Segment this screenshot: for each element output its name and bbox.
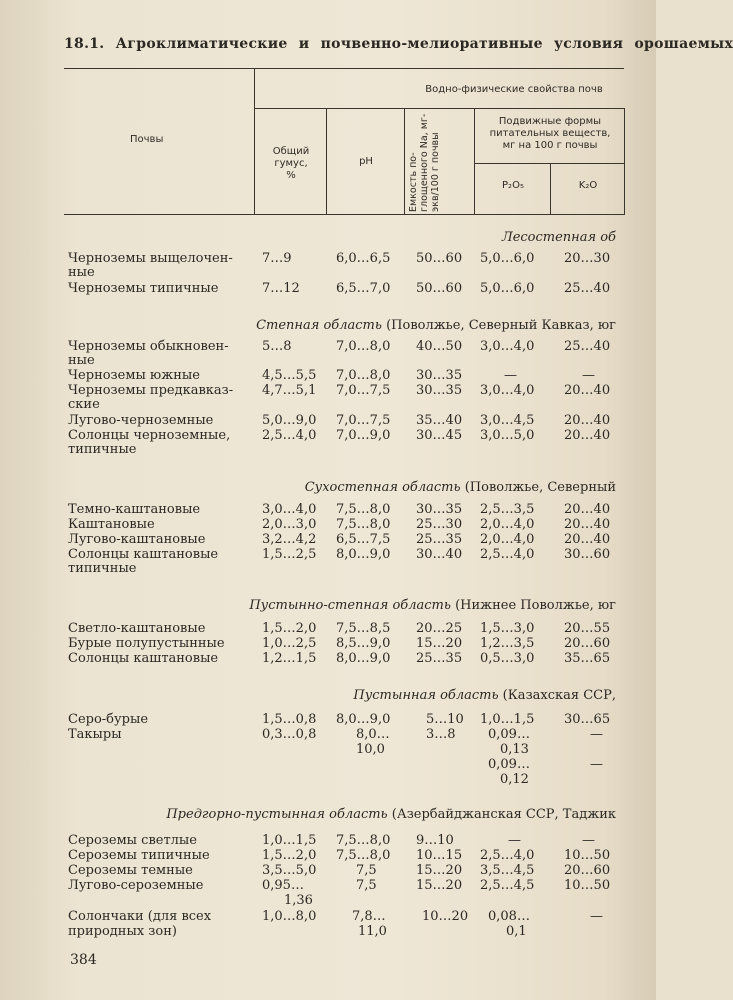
header-group: Водно-физические свойства почв (425, 84, 603, 95)
header-divider-humus (326, 108, 327, 215)
header-ph: pH (359, 156, 373, 167)
header-nutrients: Подвижные формы питательных веществ, мг на 100 г почвы (489, 116, 611, 151)
header-divider-p2o5 (550, 163, 551, 215)
header-divider-right (624, 108, 625, 215)
header-top-rule (64, 68, 624, 69)
region-heading: Лесостепная об (501, 230, 616, 245)
region-heading: Пустынно-степная область (Нижнее Поволжье, юг (249, 598, 616, 613)
header-divider-ph (404, 108, 405, 215)
header-group-rule (254, 108, 624, 109)
page-number: 384 (70, 952, 97, 968)
header-k2o: K₂O (578, 180, 598, 191)
region-heading: Пустынная область (Казахская ССР, (353, 688, 616, 703)
region-heading: Предгорно-пустынная область (Азербайджанская ССР, Таджик (166, 807, 616, 822)
header-divider-soils (254, 68, 255, 215)
table-title: 18.1. Агроклиматические и почвенно-мелиоративные условия орошаемых (64, 36, 733, 52)
header-divider-capacity (474, 108, 475, 215)
region-heading: Степная область (Поволжье, Северный Кавказ, юг (256, 318, 616, 333)
header-p2o5: P₂O₅ (502, 180, 524, 191)
header-capacity: Емкость по-глощенного Na, мг-экв/100 г почвы (408, 113, 441, 212)
header-soils: Почвы (130, 134, 164, 145)
header-bottom-rule (64, 214, 624, 215)
region-heading: Сухостепная область (Поволжье, Северный (304, 480, 616, 495)
header-humus: Общий гумус, % (272, 146, 310, 181)
header-nutrient-rule (474, 163, 624, 164)
